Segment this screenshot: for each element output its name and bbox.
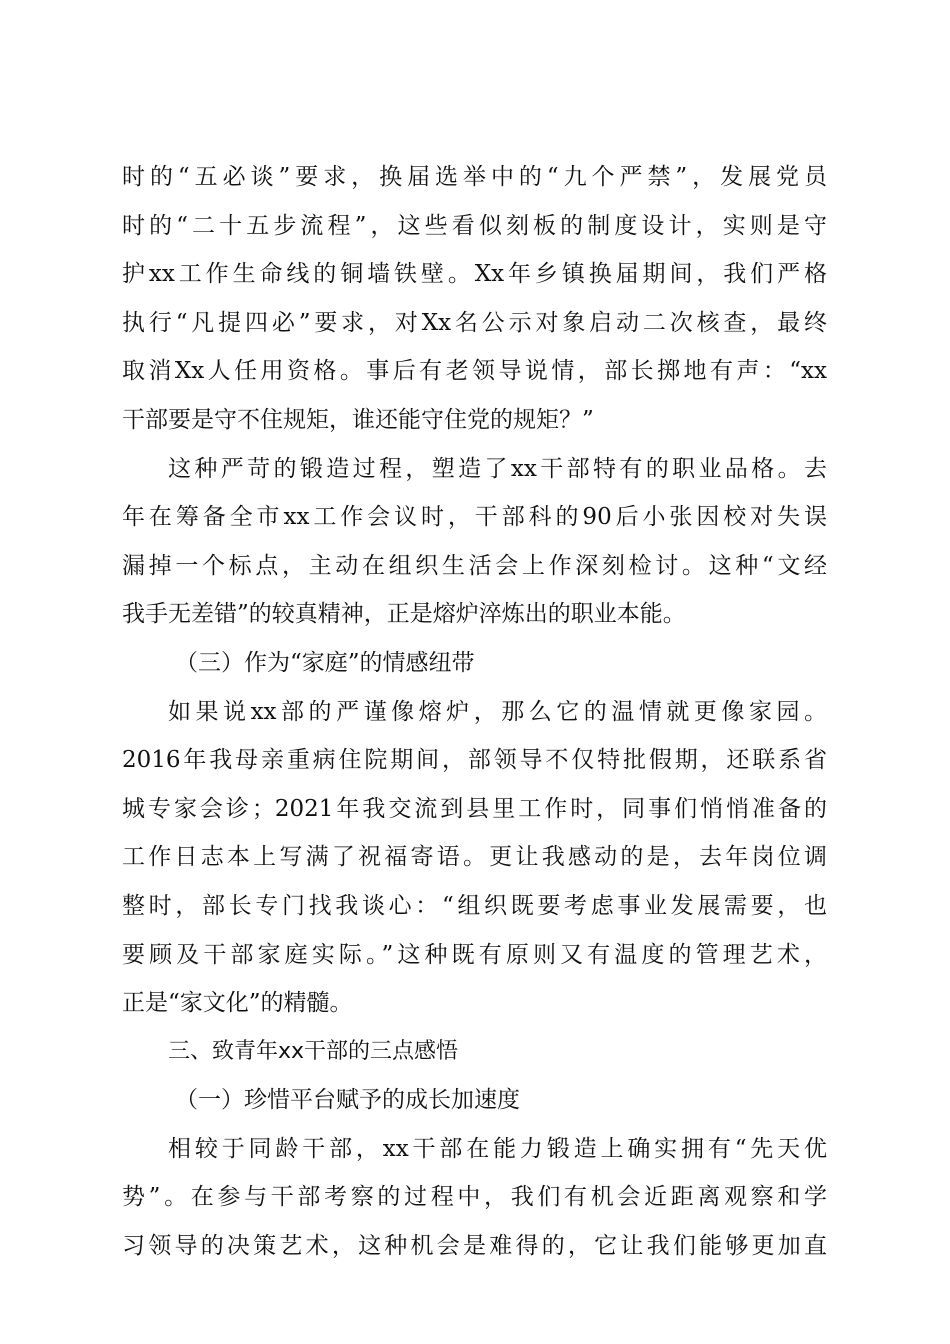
paragraph-line: 执行“凡提四必”要求，对Xx名公示对象启动二次核查，最终	[122, 309, 827, 336]
paragraph-line: 漏掉一个标点，主动在组织生活会上作深刻检讨。这种“文经	[122, 552, 827, 579]
paragraph-line: 护xx工作生命线的铜墙铁壁。Xx年乡镇换届期间，我们严格	[122, 261, 827, 288]
paragraph-line: 时的“二十五步流程”，这些看似刻板的制度设计，实则是守	[122, 212, 827, 239]
subsection-heading: （三）作为“家庭”的情感纽带	[175, 649, 475, 676]
section-heading: 三、致青年xx干部的三点感悟	[168, 1038, 459, 1064]
document-body	[122, 153, 827, 1271]
paragraph-first-line: 如果说xx部的严谨像熔炉，那么它的温情就更像家园。	[168, 698, 827, 725]
paragraph-line: 取消Xx人任用资格。事后有老领导说情，部长掷地有声：“xx	[122, 358, 827, 385]
paragraph-line: 正是“家文化”的精髓。	[122, 990, 353, 1017]
paragraph-line: 要顾及干部家庭实际。”这种既有原则又有温度的管理艺术，	[122, 941, 827, 968]
paragraph-line: 年在筹备全市xx工作会议时，干部科的90后小张因校对失误	[122, 504, 827, 531]
paragraph-line: 工作日志本上写满了祝福寄语。更让我感动的是，去年岗位调	[122, 844, 827, 871]
paragraph-line: 我手无差错”的较真精神，正是熔炉淬炼出的职业本能。	[122, 601, 686, 628]
paragraph-line: 势”。在参与干部考察的过程中，我们有机会近距离观察和学	[122, 1184, 827, 1211]
paragraph-line: 干部要是守不住规矩，谁还能守住党的规矩？”	[122, 406, 594, 433]
paragraph-line: 整时，部长专门找我谈心：“组织既要考虑事业发展需要，也	[122, 892, 827, 919]
subsection-heading: （一）珍惜平台赋予的成长加速度	[175, 1087, 520, 1114]
paragraph-line: 时的“五必谈”要求，换届选举中的“九个严禁”，发展党员	[122, 164, 827, 190]
paragraph-line: 城专家会诊；2021年我交流到县里工作时，同事们悄悄准备的	[122, 795, 827, 822]
paragraph-line: 2016年我母亲重病住院期间，部领导不仅特批假期，还联系省	[122, 747, 827, 774]
paragraph-first-line: 相较于同龄干部，xx干部在能力锻造上确实拥有“先天优	[168, 1135, 827, 1162]
paragraph-first-line: 这种严苛的锻造过程，塑造了xx干部特有的职业品格。去	[168, 455, 827, 482]
paragraph-line: 习领导的决策艺术，这种机会是难得的，它让我们能够更加直	[122, 1233, 827, 1260]
